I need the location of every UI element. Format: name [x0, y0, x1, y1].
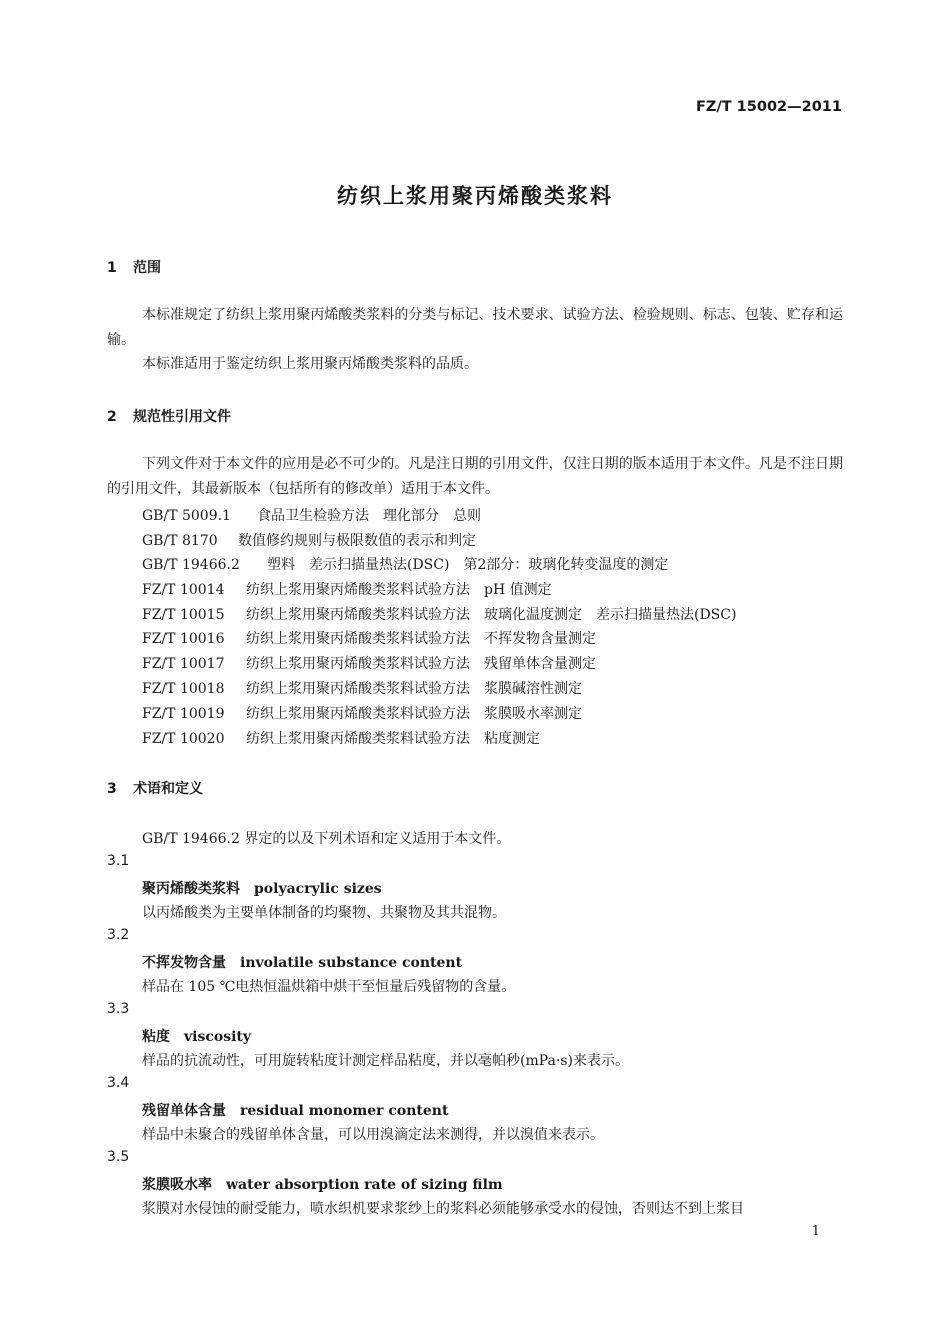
reference-code: FZ/T 10019	[142, 706, 225, 722]
reference-code: GB/T 5009.1	[142, 508, 231, 524]
term-name-zh: 聚丙烯酸类浆料	[142, 881, 240, 897]
reference-item	[142, 505, 481, 525]
term-definition: 样品中未聚合的残留单体含量，可以用溴滴定法来测得，并以溴值来表示。	[142, 1127, 604, 1143]
page-number: 1	[811, 1224, 820, 1239]
term-name-en: polyacrylic sizes	[254, 881, 382, 897]
section-title: 规范性引用文件	[133, 409, 231, 425]
reference-item	[142, 678, 582, 698]
reference-code: FZ/T 10016	[142, 631, 225, 647]
reference-code: FZ/T 10020	[142, 731, 225, 747]
section-title: 术语和定义	[133, 781, 203, 797]
section-1-heading	[107, 257, 161, 277]
term-number: 3.3	[107, 1001, 130, 1017]
term-name-zh: 粘度	[142, 1029, 170, 1045]
reference-title: 纺织上浆用聚丙烯酸类浆料试验方法 粘度测定	[246, 731, 540, 747]
reference-code: FZ/T 10015	[142, 607, 225, 623]
reference-item	[142, 604, 736, 624]
reference-item	[142, 653, 596, 673]
standard-code: FZ/T 15002—2011	[696, 99, 842, 115]
term-name-en: residual monomer content	[240, 1103, 449, 1119]
term-number: 3.1	[107, 853, 130, 869]
reference-item	[142, 703, 582, 723]
term-name	[142, 1174, 503, 1194]
term-name-zh: 残留单体含量	[142, 1103, 226, 1119]
document-title: 纺织上浆用聚丙烯酸类浆料	[337, 184, 613, 208]
reference-code: GB/T 8170	[142, 533, 218, 549]
reference-item	[142, 554, 668, 574]
reference-item	[142, 530, 476, 550]
reference-code: GB/T 19466.2	[142, 557, 240, 573]
term-number: 3.2	[107, 927, 130, 943]
section-number: 2	[107, 409, 117, 425]
section-title: 范围	[133, 260, 161, 276]
term-name-zh: 不挥发物含量	[142, 955, 226, 971]
term-name	[142, 1026, 251, 1046]
term-definition: 浆膜对水侵蚀的耐受能力，喷水织机要求浆纱上的浆料必须能够承受水的侵蚀，否则达不到上浆目	[142, 1201, 744, 1217]
term-name-en: water absorption rate of sizing film	[226, 1177, 503, 1193]
reference-title: 纺织上浆用聚丙烯酸类浆料试验方法 浆膜吸水率测定	[246, 706, 582, 722]
terms-intro: GB/T 19466.2 界定的以及下列术语和定义适用于本文件。	[142, 831, 511, 847]
term-definition: 以丙烯酸类为主要单体制备的均聚物、共聚物及其共混物。	[142, 905, 506, 921]
reference-code: FZ/T 10014	[142, 582, 225, 598]
term-name	[142, 878, 382, 898]
term-definition: 样品的抗流动性，可用旋转粘度计测定样品粘度，并以毫帕秒(mPa·s)来表示。	[142, 1053, 629, 1069]
term-number: 3.4	[107, 1075, 130, 1091]
section-2-heading	[107, 406, 231, 426]
term-name-en: involatile substance content	[240, 955, 463, 971]
reference-title: 纺织上浆用聚丙烯酸类浆料试验方法 玻璃化温度测定 差示扫描量热法(DSC)	[246, 607, 737, 623]
reference-title: 纺织上浆用聚丙烯酸类浆料试验方法 残留单体含量测定	[246, 656, 596, 672]
reference-code: FZ/T 10017	[142, 656, 225, 672]
term-name	[142, 1100, 448, 1120]
reference-title: 食品卫生检验方法 理化部分 总则	[257, 508, 481, 524]
reference-title: 塑料 差示扫描量热法(DSC) 第2部分：玻璃化转变温度的测定	[267, 557, 669, 573]
term-definition: 样品在 105 ℃电热恒温烘箱中烘干至恒量后残留物的含量。	[142, 979, 516, 995]
section-number: 1	[107, 260, 117, 276]
reference-title: 纺织上浆用聚丙烯酸类浆料试验方法 浆膜碱溶性测定	[246, 681, 582, 697]
reference-item	[142, 728, 540, 748]
scope-paragraph-1: 本标准规定了纺织上浆用聚丙烯酸类浆料的分类与标记、技术要求、试验方法、检验规则、标志、包装、贮存和运输。	[107, 307, 843, 348]
section-number: 3	[107, 781, 117, 797]
term-name	[142, 952, 462, 972]
scope-paragraph-2: 本标准适用于鉴定纺织上浆用聚丙烯酸类浆料的品质。	[142, 356, 478, 372]
section-3-heading	[107, 778, 203, 798]
references-intro: 下列文件对于本文件的应用是必不可少的。凡是注日期的引用文件，仅注日期的版本适用于本文件。凡是不注日期的引用文件，其最新版本（包括所有的修改单）适用于本文件。	[107, 456, 843, 497]
reference-item	[142, 579, 552, 599]
reference-title: 纺织上浆用聚丙烯酸类浆料试验方法 不挥发物含量测定	[246, 631, 596, 647]
reference-item	[142, 628, 596, 648]
term-name-zh: 浆膜吸水率	[142, 1177, 212, 1193]
reference-code: FZ/T 10018	[142, 681, 225, 697]
term-number: 3.5	[107, 1149, 130, 1165]
reference-title: 纺织上浆用聚丙烯酸类浆料试验方法 pH 值测定	[246, 582, 552, 598]
term-name-en: viscosity	[184, 1029, 251, 1045]
reference-title: 数值修约规则与极限数值的表示和判定	[238, 533, 476, 549]
